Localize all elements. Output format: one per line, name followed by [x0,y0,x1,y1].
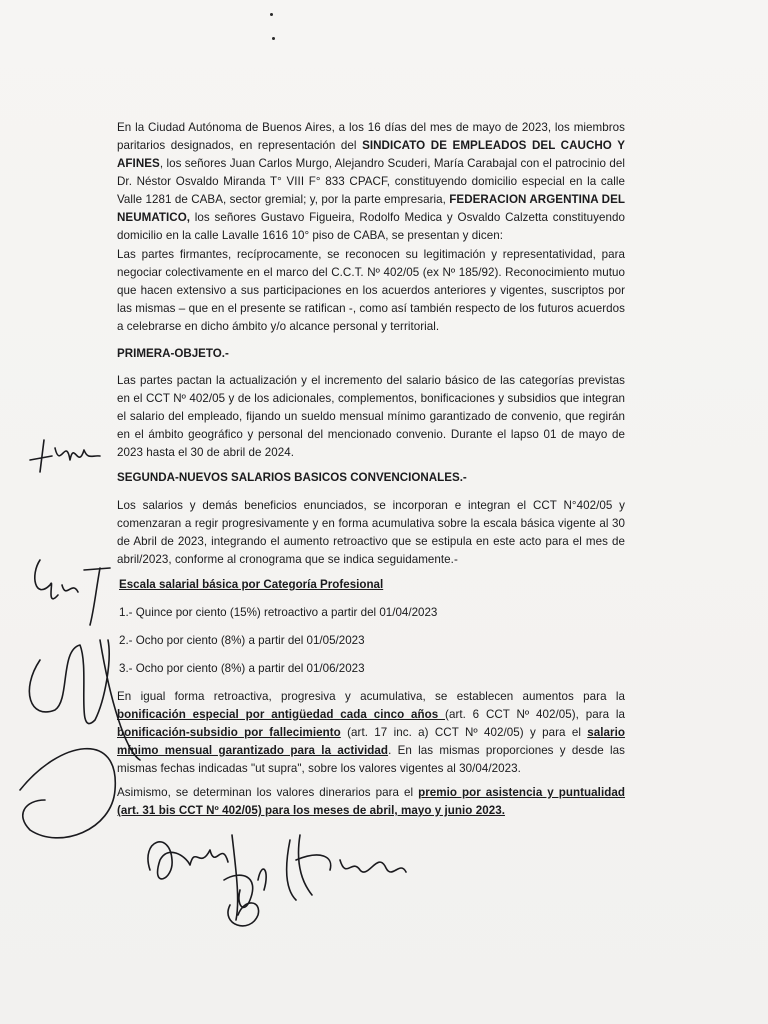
recognition-text: Las partes firmantes, recíprocamente, se reconocen su legitimación y representatividad, para negociar colectivamente en el marco del C.C.T. Nº 402/05 (ex Nº 185/92). Reconocimiento mutuo que hacen extensivo a sus participaciones en los acuerdos anteriores y vigentes, suscriptos por las mismas – que en el presente se ratifican -, como así también respecto de los futuros acuerdos a celebrarse en dicho ámbito y/o alcance personal y territorial. [117,248,625,333]
minimum-salary: salario mínimo mensual garantizado para la actividad [117,726,625,757]
retro-text-1: En igual forma retroactiva, progresiva y acumulativa, se establecen aumentos para la [117,690,625,703]
signature-1 [148,835,266,920]
first-clause-heading: PRIMERA-OBJETO.- [117,347,229,360]
first-clause-text: Las partes pactan la actualización y el incremento del salario básico de las categorías previstas en el CCT Nº 402/05 y de los adicionales, complementos, bonificaciones y subsidios que integran el salario del empleado, fijando un sueldo mensual mínimo garantizado de convenio, que regirán en el ámbito geográfico y personal del mencionado convenio. Durante el lapso 01 de mayo de 2023 hasta el 30 de abril de 2024. [117,374,625,459]
seniority-bonus: bonificación especial por antigüedad cada cinco años [117,708,446,721]
federation-name: FEDERACION ARGENTINA DEL NEUMATICO, [117,193,625,224]
scan-speck [270,13,273,16]
intro-text-2: , los señores Juan Carlos Murgo, Alejandro Scuderi, María Carabajal con el patrocinio del Dr. Néstor Osvaldo Miranda T° VIII F° 833 CPACF, constituyendo domicilio especial en la calle Valle 1281 de CABA, sector gremial; y, por la parte empresaria, [117,157,625,206]
scale-item-1: 1.- Quince por ciento (15%) retroactivo a partir del 01/04/2023 [119,606,438,619]
second-clause-body [117,497,625,569]
retro-text-3: (art. 17 inc. a) CCT Nº 402/05) y para el [340,726,588,739]
death-subsidy: bonificación-subsidio por fallecimiento [117,726,341,739]
recognition-paragraph [117,246,625,336]
award-paragraph [117,784,625,820]
intro-text-3: los señores Gustavo Figueira, Rodolfo Medica y Osvaldo Calzetta constituyendo domicilio en la calle Lavalle 1616 10° piso de CABA, se presentan y dicen: [117,211,625,242]
award-text-1: Asimismo, se determinan los valores dinerarios para el [117,786,419,799]
scan-speck [272,37,275,40]
salary-scale-title: Escala salarial básica por Categoría Profesional [119,578,384,591]
retro-text-2: (art. 6 CCT Nº 402/05), para la [445,708,625,721]
intro-paragraph [117,119,625,245]
intro-text-1: En la Ciudad Autónoma de Buenos Aires, a los 16 días del mes de mayo de 2023, los miembros paritarios designados, en representación del [117,121,625,152]
second-clause-text: Los salarios y demás beneficios enunciados, se incorporan e integran el CCT N°402/05 y comenzaran a regir progresivamente y en forma acumulativa sobre la escala básica vigente al 30 de Abril de 2023, integrando el aumento retroactivo que se estipula en este acto para el mes de abril/2023, conforme al cronograma que se indica seguidamente.- [117,499,625,566]
first-clause-body [117,372,625,462]
signature-2 [287,835,406,900]
second-clause-heading: SEGUNDA-NUEVOS SALARIOS BASICOS CONVENCIONALES.- [117,471,467,484]
scale-item-2: 2.- Ocho por ciento (8%) a partir del 01/05/2023 [119,634,365,647]
union-name: SINDICATO DE EMPLEADOS DEL CAUCHO Y AFINES [117,139,625,170]
signature-paraph [228,903,259,926]
attendance-award: premio por asistencia y puntualidad (art. 31 bis CCT Nº 402/05) para los meses de abril, mayo y junio 2023. [117,786,625,817]
retroactive-paragraph [117,688,625,778]
initials-mark-2 [35,560,110,625]
initials-mark-1 [30,440,100,472]
scale-item-3: 3.- Ocho por ciento (8%) a partir del 01/06/2023 [119,662,365,675]
retro-text-4: . En las mismas proporciones y desde las mismas fechas indicadas "ut supra", sobre los valores vigentes al 30/04/2023. [117,744,626,775]
